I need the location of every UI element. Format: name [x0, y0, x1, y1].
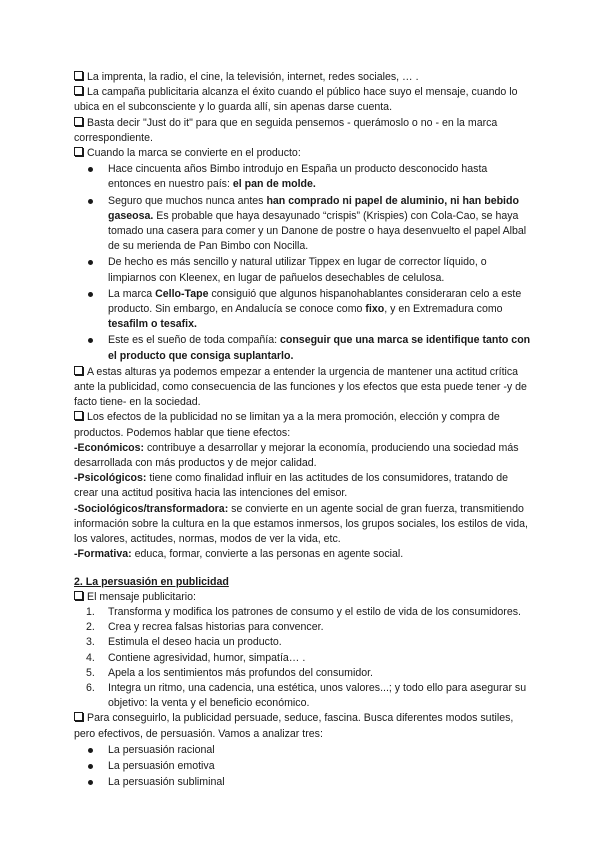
list-item: 6. Integra un ritmo, una cadencia, una estética, unos valores...; y todo ello para asegurar su objetivo: la venta y el beneficio económico. — [86, 681, 527, 710]
bullet-dot-icon — [88, 199, 93, 204]
list-item: 1. Transforma y modifica los patrones de consumo y el estilo de vida de los consumidores. — [86, 605, 521, 618]
checkbox-bullet-icon — [74, 366, 83, 375]
list-item: 3. Estimula el deseo hacia un producto. — [86, 636, 282, 649]
effect-psychological: -Psicológicos: tiene como finalidad influir en las actitudes de los consumidores, tratando de crear una actitud positiva hacia las intenciones del emisor. — [74, 472, 508, 500]
bullet-dot-icon — [88, 338, 93, 343]
intro-media: La imprenta, la radio, el cine, la televisión, internet, redes sociales, … . — [74, 70, 532, 85]
bullet-dot-icon — [88, 748, 93, 753]
section-heading: 2. La persuasión en publicidad — [74, 575, 229, 588]
checkbox-bullet-icon — [74, 712, 83, 721]
checkbox-bullet-icon — [74, 117, 83, 126]
bullet-dot-icon — [88, 167, 93, 172]
effects-intro: Los efectos de la publicidad no se limitan ya a la mera promoción, elección y compra de productos. Podemos hablar que tiene efectos: — [74, 411, 500, 439]
checkbox-bullet-icon — [74, 411, 83, 420]
list-item: La persuasión emotiva — [108, 759, 532, 774]
effect-sociological: -Sociológicos/transformadora: se convierte en un agente social de gran fuerza, transmitiendo información sobre la cultura en la que estamos inmersos, los grupos sociales, los estilos de vida, los valores, actitudes, normas, modos de ver la vida, etc. — [74, 502, 528, 546]
list-item: 2. Crea y recrea falsas historias para convencer. — [86, 621, 324, 634]
message-numbered-list — [74, 605, 532, 711]
critical-attitude: A estas alturas ya podemos empezar a entender la urgencia de mantener una actitud crítica ante la publicidad, como consecuencia de las funciones y los efectos que esta puede tener -y de facto tiene- en la sociedad. — [74, 365, 527, 409]
checkbox-bullet-icon — [74, 591, 83, 600]
checkbox-bullet-icon — [74, 71, 83, 80]
intro-campaign: La campaña publicitaria alcanza el éxito cuando el público hace suyo el mensaje, cuando lo ubica en el subconsciente y lo guarda allí, sin apenas darse cuenta. — [74, 86, 518, 114]
list-item: Hace cincuenta años Bimbo introdujo en España un producto desconocido hasta entonces en nuestro país: el pan de molde. — [108, 162, 532, 192]
persuasion-types-list — [74, 743, 532, 791]
checkbox-bullet-icon — [74, 147, 83, 156]
effect-formative: -Formativa: educa, formar, convierte a las personas en agente social. — [74, 548, 404, 561]
list-item: La persuasión subliminal — [108, 775, 532, 790]
bullet-dot-icon — [88, 292, 93, 297]
list-item: Seguro que muchos nunca antes han comprado ni papel de aluminio, ni han bebido gaseosa. Es probable que haya desayunado “crispis” (Krispies) con Cola-Cao, se haya tomado una casera para comer y un Danone de postre o haya desenvuelto el papel Albal de su merienda de Pan Bimbo con Nocilla. — [108, 194, 532, 255]
intro-brand-product: Cuando la marca se convierte en el producto: — [74, 146, 532, 161]
checkbox-bullet-icon — [74, 86, 83, 95]
bullet-dot-icon — [88, 764, 93, 769]
effect-economic: -Económicos: contribuye a desarrollar y mejorar la economía, produciendo una sociedad más desarrollada con más productos y de mejor calidad. — [74, 441, 519, 470]
list-item: La marca Cello-Tape consiguió que algunos hispanohablantes consideraran celo a este producto. Sin embargo, en Andalucía se conoce como fixo, y en Extremadura como tesafilm o tesafix. — [108, 287, 532, 333]
list-item: 5. Apela a los sentimientos más profundos del consumidor. — [86, 666, 373, 679]
message-intro: El mensaje publicitario: — [74, 590, 532, 605]
intro-just-do-it: Basta decir "Just do it" para que en seguida pensemos - querámoslo o no - en la marca correspondiente. — [74, 116, 498, 144]
list-item: 4. Contiene agresividad, humor, simpatía… . — [86, 651, 306, 664]
brand-examples-list — [74, 162, 532, 364]
list-item: La persuasión racional — [108, 743, 532, 758]
document-page — [74, 70, 532, 791]
list-item: De hecho es más sencillo y natural utilizar Tippex en lugar de corrector líquido, o limpiarnos con Kleenex, en lugar de pañuelos desechables de celulosa. — [108, 255, 532, 285]
bullet-dot-icon — [88, 260, 93, 265]
persuasion-intro: Para conseguirlo, la publicidad persuade, seduce, fascina. Busca diferentes modos sutiles, pero efectivos, de persuasión. Vamos a analizar tres: — [74, 712, 514, 740]
bullet-dot-icon — [88, 780, 93, 785]
list-item: Este es el sueño de toda compañía: conseguir que una marca se identifique tanto con el producto que consiga suplantarlo. — [108, 333, 532, 363]
